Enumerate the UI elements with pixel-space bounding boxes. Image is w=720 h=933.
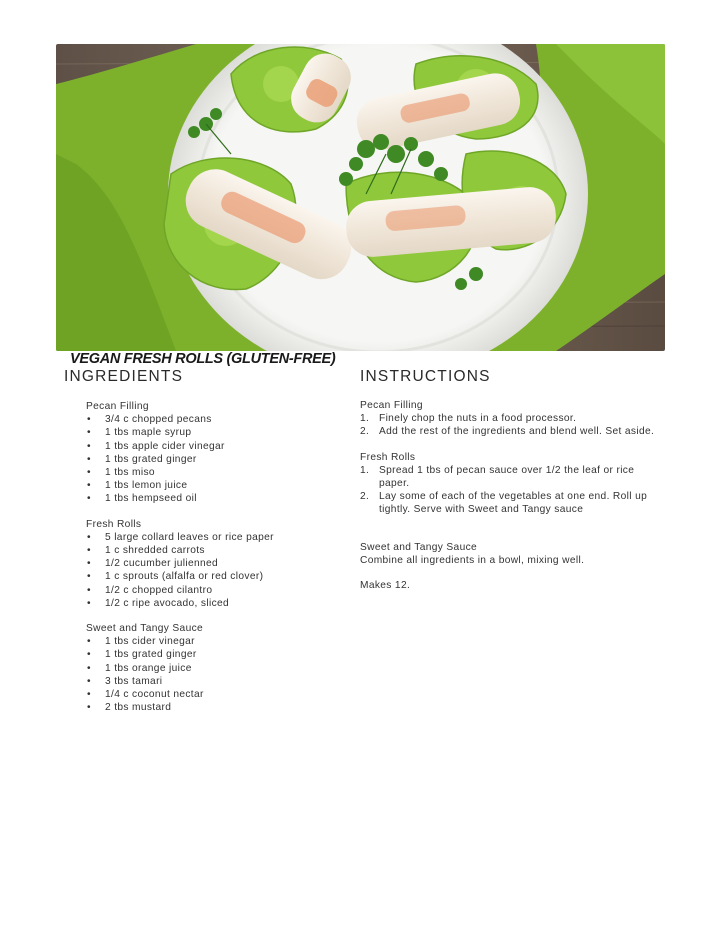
step-list [360,412,660,438]
instructions-column [360,399,660,592]
list-item: • 3/4 c chopped pecans [86,413,346,426]
ingredients-pecan-section [86,400,346,506]
ingredient-list [86,413,346,505]
section-title: Sweet and Tangy Sauce [360,541,478,553]
ingredients-heading: INGREDIENTS [64,368,184,385]
step-number: 2. [360,491,370,503]
hero-photo [56,44,665,351]
recipe-title: VEGAN FRESH ROLLS (GLUTEN-FREE) [70,351,336,367]
list-item: • 5 large collard leaves or rice paper [86,531,346,544]
list-item: • 1/2 c chopped cilantro [86,584,346,597]
section-title: Fresh Rolls [86,518,142,530]
ingredient-list [86,531,346,610]
section-title: Pecan Filling [360,400,423,411]
sauce-instruction: Combine all ingredients in a bowl, mixing well. [360,554,585,566]
list-item: • 1/2 c ripe avocado, sliced [86,597,346,610]
list-item: • 1 tbs apple cider vinegar [86,440,346,453]
instructions-sauce-section [360,541,660,567]
step-text: Add the rest of the ingredients and blend well. Set aside. [379,426,655,438]
list-item: • 1 c shredded carrots [86,544,346,557]
step-number: 2. [360,426,370,438]
step-item [360,464,660,490]
section-title: Pecan Filling [86,401,149,412]
step-number: 1. [360,464,370,476]
yield-text: Makes 12. [360,580,411,592]
list-item: • 1/2 cucumber julienned [86,557,346,570]
ingredients-column [86,400,346,726]
list-item: • 1 c sprouts (alfalfa or red clover) [86,570,346,583]
ingredients-sauce-section [86,622,346,714]
instructions-rolls-section [360,451,660,517]
ingredient-list [86,635,346,714]
section-title: Sweet and Tangy Sauce [86,623,204,635]
step-item [360,425,660,438]
list-item: • 1 tbs orange juice [86,662,346,675]
ingredients-rolls-section [86,518,346,610]
step-list [360,464,660,517]
step-text: Spread 1 tbs of pecan sauce over 1/2 the leaf or rice paper. [379,464,635,490]
list-item: • 1 tbs grated ginger [86,453,346,466]
list-item: • 1 tbs maple syrup [86,426,346,439]
instructions-pecan-section [360,399,660,439]
spacer [360,529,660,541]
step-text: Finely chop the nuts in a food processor. [379,413,577,425]
list-item: • 2 tbs mustard [86,701,346,714]
list-item: • 1 tbs miso [86,466,346,479]
list-item: • 1 tbs lemon juice [86,479,346,492]
list-item: • 1 tbs grated ginger [86,648,346,661]
list-item: • 1 tbs cider vinegar [86,635,346,648]
list-item: • 1/4 c coconut nectar [86,688,346,701]
step-number: 1. [360,413,370,425]
list-item: • 1 tbs hempseed oil [86,492,346,505]
list-item: • 3 tbs tamari [86,675,346,688]
step-item [360,412,660,425]
fresh-rolls-illustration [56,44,665,351]
section-title: Fresh Rolls [360,451,416,463]
instructions-heading: INSTRUCTIONS [360,368,491,385]
step-item [360,490,660,516]
step-text: Lay some of each of the vegetables at one end. Roll up tightly. Serve with Sweet and Tangy sauce [379,491,648,516]
